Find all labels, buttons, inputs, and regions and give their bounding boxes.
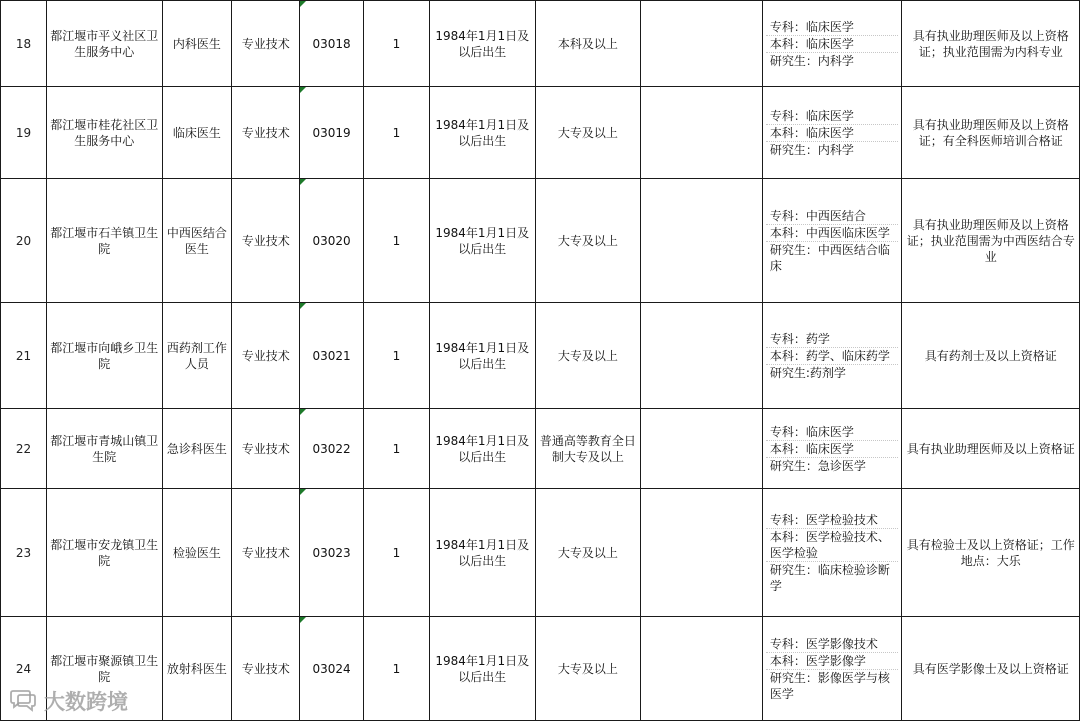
age-cell: 1984年1月1日及以后出生 [429,1,535,87]
post-cell: 检验医生 [162,489,232,617]
row-number: 22 [1,409,47,489]
major-list [766,108,899,158]
blank-cell [641,179,763,303]
category-cell: 专业技术 [232,409,300,489]
post-cell: 内科医生 [162,1,232,87]
major-line: 研究生：影像医学与核医学 [769,670,890,701]
major-list [766,512,899,594]
education-cell: 大专及以上 [535,617,641,721]
major-list [766,331,899,381]
blank-cell [641,409,763,489]
major-line: 本科：药学、临床药学 [766,348,899,365]
major-line: 研究生：急诊医学 [769,458,866,473]
education-cell: 大专及以上 [535,179,641,303]
row-number: 20 [1,179,47,303]
unit-cell: 都江堰市安龙镇卫生院 [46,489,162,617]
education-cell: 普通高等教育全日制大专及以上 [535,409,641,489]
count-cell: 1 [364,409,430,489]
count-cell: 1 [364,489,430,617]
requirement-cell: 具有执业助理医师及以上资格证 [902,409,1080,489]
age-cell: 1984年1月1日及以后出生 [429,87,535,179]
major-list [766,19,899,69]
row-number: 24 [1,617,47,721]
row-number: 18 [1,1,47,87]
major-line: 本科：医学影像学 [766,653,899,670]
education-cell: 大专及以上 [535,489,641,617]
table-row [1,617,1080,721]
count-cell: 1 [364,1,430,87]
major-list [766,636,899,702]
unit-cell: 都江堰市聚源镇卫生院 [46,617,162,721]
major-cell [762,87,902,179]
major-cell [762,489,902,617]
watermark [8,686,128,716]
major-line: 本科：中西医临床医学 [766,225,899,242]
requirement-cell: 具有执业助理医师及以上资格证；有全科医师培训合格证 [902,87,1080,179]
major-cell [762,409,902,489]
chat-bubble-icon [8,689,38,713]
major-line: 本科：临床医学 [766,125,899,142]
blank-cell [641,1,763,87]
unit-cell: 都江堰市青城山镇卫生院 [46,409,162,489]
unit-cell: 都江堰市平义社区卫生服务中心 [46,1,162,87]
post-code-cell: 03023 [300,489,364,617]
category-cell: 专业技术 [232,617,300,721]
major-line: 专科：中西医结合 [766,208,899,225]
unit-cell: 都江堰市向峨乡卫生院 [46,303,162,409]
major-list [766,208,899,274]
category-cell: 专业技术 [232,1,300,87]
major-cell [762,303,902,409]
age-cell: 1984年1月1日及以后出生 [429,489,535,617]
major-cell [762,617,902,721]
blank-cell [641,489,763,617]
post-code-cell: 03022 [300,409,364,489]
requirement-cell: 具有执业助理医师及以上资格证；执业范围需为中西医结合专业 [902,179,1080,303]
major-line: 研究生：内科学 [769,53,854,68]
major-line: 专科：医学检验技术 [766,512,899,529]
post-cell: 中西医结合医生 [162,179,232,303]
table-row [1,87,1080,179]
major-line: 研究生：中西医结合临床 [769,242,890,273]
post-code-cell: 03024 [300,617,364,721]
major-line: 专科：药学 [766,331,899,348]
category-cell: 专业技术 [232,303,300,409]
count-cell: 1 [364,179,430,303]
post-cell: 放射科医生 [162,617,232,721]
table-row [1,179,1080,303]
major-line: 研究生：内科学 [769,142,854,157]
major-line: 专科：医学影像技术 [766,636,899,653]
major-line: 本科：医学检验技术、医学检验 [766,529,899,562]
major-cell [762,179,902,303]
row-number: 23 [1,489,47,617]
watermark-text: 大数跨境 [44,690,128,714]
major-line: 研究生：临床检验诊断学 [769,562,890,593]
requirement-cell: 具有检验士及以上资格证；工作地点：大乐 [902,489,1080,617]
education-cell: 大专及以上 [535,87,641,179]
post-cell: 急诊科医生 [162,409,232,489]
row-number: 21 [1,303,47,409]
unit-cell: 都江堰市石羊镇卫生院 [46,179,162,303]
category-cell: 专业技术 [232,489,300,617]
major-line: 本科：临床医学 [766,441,899,458]
education-cell: 大专及以上 [535,303,641,409]
count-cell: 1 [364,303,430,409]
count-cell: 1 [364,87,430,179]
major-list [766,424,899,474]
unit-cell: 都江堰市桂花社区卫生服务中心 [46,87,162,179]
education-cell: 本科及以上 [535,1,641,87]
requirement-cell: 具有医学影像士及以上资格证 [902,617,1080,721]
major-line: 专科：临床医学 [766,108,899,125]
post-code-cell: 03018 [300,1,364,87]
post-code-cell: 03021 [300,303,364,409]
age-cell: 1984年1月1日及以后出生 [429,617,535,721]
category-cell: 专业技术 [232,179,300,303]
post-code-cell: 03020 [300,179,364,303]
table-row [1,409,1080,489]
age-cell: 1984年1月1日及以后出生 [429,409,535,489]
major-line: 研究生:药剂学 [769,365,846,380]
blank-cell [641,617,763,721]
age-cell: 1984年1月1日及以后出生 [429,179,535,303]
post-cell: 西药剂工作人员 [162,303,232,409]
blank-cell [641,303,763,409]
major-line: 专科：临床医学 [766,424,899,441]
table-row [1,489,1080,617]
table-row [1,1,1080,87]
category-cell: 专业技术 [232,87,300,179]
age-cell: 1984年1月1日及以后出生 [429,303,535,409]
major-cell [762,1,902,87]
major-line: 专科：临床医学 [766,19,899,36]
row-number: 19 [1,87,47,179]
post-cell: 临床医生 [162,87,232,179]
major-line: 本科：临床医学 [766,36,899,53]
table-row [1,303,1080,409]
blank-cell [641,87,763,179]
requirement-cell: 具有药剂士及以上资格证 [902,303,1080,409]
requirement-cell: 具有执业助理医师及以上资格证；执业范围需为内科专业 [902,1,1080,87]
count-cell: 1 [364,617,430,721]
post-code-cell: 03019 [300,87,364,179]
